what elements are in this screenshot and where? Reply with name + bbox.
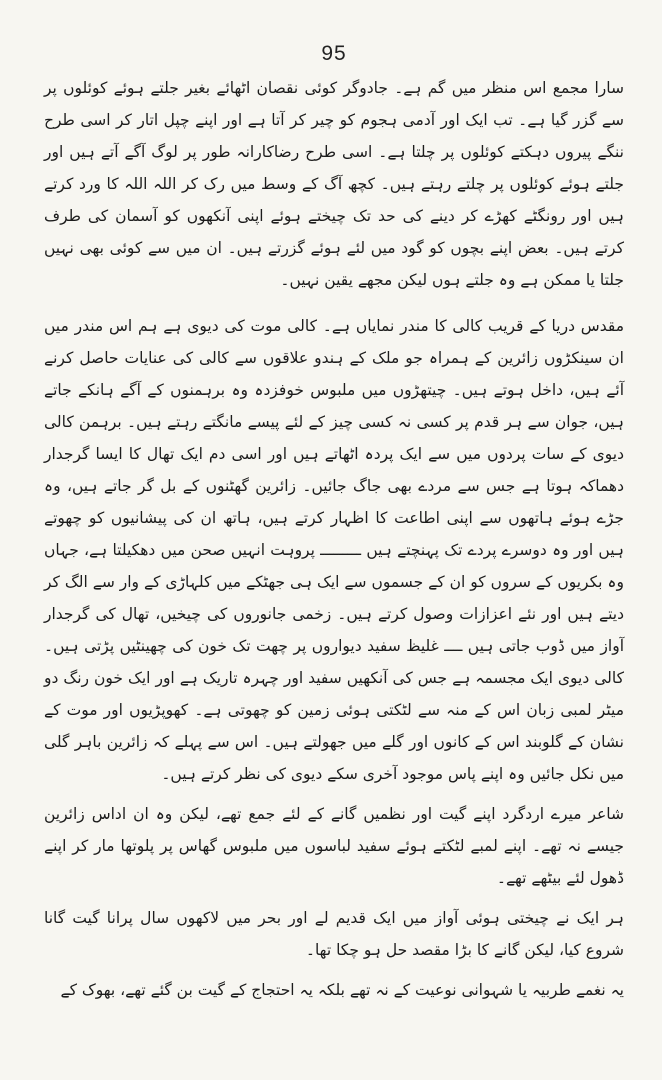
paragraph-ancient-song: ہر ایک نے چیختی ہوئی آواز میں ایک قدیم لے اور بحر میں لاکھوں سال پرانا گیت گانا شروع کیا، لیکن گانے کا بڑا مقصد حل ہو چکا تھا۔ — [44, 909, 624, 959]
paragraph-poets: شاعر میرے اردگرد اپنے گیت اور نظمیں گانے کے لئے جمع تھے، لیکن وہ ان اداس زائرین جیسے نہ تھے۔ اپنے لمبے لٹکتے ہوئے سفید لباسوں میں ملبوس گھاس پر پلوتھا مار کر اپنے ڈھول لئے بیٹھے تھے۔ — [44, 805, 624, 887]
page-number: 95 — [321, 42, 347, 65]
paragraph-fire-walk: سارا مجمع اس منظر میں گم ہے۔ جادوگر کوئی نقصان اٹھائے بغیر جلتے ہوئے کوئلوں پر سے گزر گیا ہے۔ تب ایک اور آدمی ہجوم کو چیر کر آتا ہے اور اپنے چپل اتار کر اسی طرح ننگے پیروں دہکتے کوئلوں پر چلتا ہے۔ اسی طرح رضاکارانہ طور پر لوگ آگے آتے ہیں اور جلتے ہوئے کوئلوں پر چلتے رہتے ہیں۔ کچھ آگ کے وسط میں رک کر اللہ اللہ کا ورد کرتے ہیں اور رونگٹے کھڑے کر دینے کی حد تک چیختے ہوئے اپنی آنکھوں کو آسمان کی طرف کرتے ہیں۔ بعض اپنے بچوں کو گود میں لئے ہوئے گزرتے ہیں۔ ان میں سے کوئی بھی نہیں جلتا یا ممکن ہے وہ جلتے ہوں لیکن مجھے یقین نہیں۔ — [44, 79, 624, 289]
paragraph-protest-songs: یہ نغمے طربیہ یا شہوانی نوعیت کے نہ تھے بلکہ یہ احتجاج کے گیت بن گئے تھے، بھوک کے — [60, 981, 624, 999]
page-body — [44, 72, 624, 1006]
paragraph-kali-temple: مقدس دریا کے قریب کالی کا مندر نمایاں ہے۔ کالی موت کی دیوی ہے ہم اس مندر میں ان سینکڑوں زائرین کے ہمراہ جو ملک کے ہندو علاقوں سے کالی کی عنایات حاصل کرنے آئے ہیں، داخل ہوتے ہیں۔ چیتھڑوں میں ملبوس خوفزدہ وہ برہمنوں کے آگے ہانکے جاتے ہیں، جوان سے ہر قدم پر کسی نہ کسی چیز کے لئے پیسے مانگتے رہتے ہیں۔ برہمن کالی دیوی کے سات پردوں میں سے ایک پردہ اٹھاتے ہیں اور اسی دم ایک تھال کا ایسا گرجدار دھماکہ ہوتا ہے جس سے مردے بھی جاگ جائیں۔ زائرین گھٹنوں کے بل گر جاتے ہیں، وہ جڑے ہوئے ہاتھوں سے اپنی اطاعت کا اظہار کرتے ہیں، ہاتھ ان کی پیشانیوں کو چھوتے ہیں اور وہ دوسرے پردے تک پہنچتے ہیں ـــــــــ پروہت انہیں صحن میں دھکیلتا ہے، جہاں وہ بکریوں کے سروں کو ان کے جسموں سے ایک ہی جھٹکے میں کلہاڑی کے وار سے الگ کر دیتے ہیں اور نئے اعزازات وصول کرتے ہیں۔ زخمی جانوروں کی چیخیں، تھال کی گرجدار آواز میں ڈوب جاتی ہیں ــــ غلیظ سفید دیواروں پر چھت تک خون کی چھینٹیں پڑتی ہیں۔ کالی دیوی ایک مجسمہ ہے جس کی آنکھیں سفید اور چہرہ تاریک ہے اور ایک خون رنگ دو میٹر لمبی زبان اس کے منہ سے لٹکتی ہوئی زمین کو چھوتی ہے۔ کھوپڑیوں اور موت کے نشان کے گلوبند اس کے کانوں اور گلے میں جھولتے ہیں۔ اس سے پہلے کہ زائرین باہر گلی میں نکل جائیں وہ اپنے پاس موجود آخری سکے دیوی کی نظر کرتے ہیں۔ — [44, 317, 624, 783]
